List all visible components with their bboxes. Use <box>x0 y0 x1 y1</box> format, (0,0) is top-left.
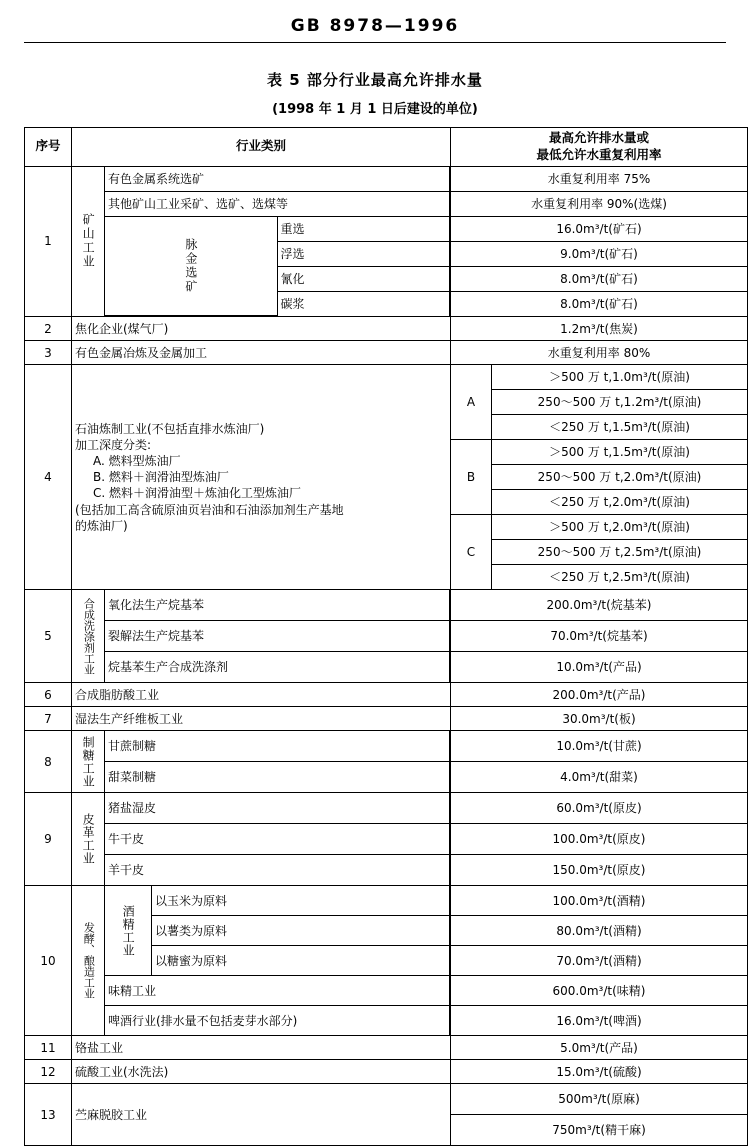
item-value: 水重复利用率 75% <box>451 167 747 192</box>
group-label: 制糖工业 <box>72 731 105 792</box>
item-label: 以糖蜜为原料 <box>152 946 450 976</box>
oil-line: B. 燃料＋润滑油型炼油厂 <box>93 470 229 485</box>
item-label: 有色金属系统选矿 <box>105 167 450 192</box>
row-subtable <box>72 590 450 682</box>
column-header-value <box>451 128 748 167</box>
row-seq: 4 <box>25 365 72 590</box>
table-row <box>25 1060 748 1084</box>
grade-label: A <box>451 365 492 440</box>
item-label: 重选 <box>277 216 450 241</box>
grade-value: 250～500 万 t,2.5m³/t(原油) <box>492 540 748 565</box>
item-value: 9.0m³/t(矿石) <box>451 242 747 267</box>
column-header-seq: 序号 <box>25 128 72 167</box>
row-category: 苎麻脱胶工业 <box>72 1084 451 1146</box>
row-category <box>72 886 451 1036</box>
row-value: 200.0m³/t(产品) <box>451 683 748 707</box>
row-value <box>451 590 748 683</box>
item-value: 60.0m³/t(原皮) <box>451 793 747 824</box>
row-seq: 6 <box>25 683 72 707</box>
oil-line: 石油炼制工业(不包括直排水炼油厂) <box>75 421 265 436</box>
row-seq: 7 <box>25 707 72 731</box>
oil-line: A. 燃料型炼油厂 <box>93 453 181 468</box>
item-value: 4.0m³/t(甜菜) <box>451 762 747 793</box>
item-value: 600.0m³/t(味精) <box>451 976 747 1006</box>
row-value: 15.0m³/t(硫酸) <box>451 1060 748 1084</box>
item-label: 碳浆 <box>277 291 450 316</box>
table-row <box>25 166 748 317</box>
group-label: 发酵、酿造工业 <box>72 886 105 1035</box>
row-subtable <box>72 793 450 885</box>
oil-line: (包括加工高含硫原油页岩油和石油添加剂生产基地 <box>75 502 344 517</box>
table-row <box>25 590 748 683</box>
column-header-value-line1: 最高允许排水量或 <box>548 130 649 145</box>
item-value: 200.0m³/t(烷基苯) <box>451 590 747 621</box>
item-label: 牛干皮 <box>105 824 450 855</box>
row-value <box>451 886 748 1036</box>
row-category <box>72 590 451 683</box>
row-subtable <box>72 167 450 317</box>
row-category <box>72 793 451 886</box>
item-value: 100.0m³/t(原皮) <box>451 824 747 855</box>
row-category: 硫酸工业(水洗法) <box>72 1060 451 1084</box>
item-value: 10.0m³/t(甘蔗) <box>451 731 747 762</box>
item-label: 以薯类为原料 <box>152 916 450 946</box>
row-category <box>72 166 451 317</box>
subgroup-label: 酒精工业 <box>105 886 152 976</box>
item-value: 150.0m³/t(原皮) <box>451 855 747 886</box>
row-category: 焦化企业(煤气厂) <box>72 317 451 341</box>
item-value: 500m³/t(原麻) <box>451 1084 747 1115</box>
row-value: 水重复利用率 80% <box>451 341 748 365</box>
item-label: 啤酒行业(排水量不包括麦芽水部分) <box>105 1006 450 1036</box>
item-value: 70.0m³/t(酒精) <box>451 946 747 976</box>
item-label: 氰化 <box>277 266 450 291</box>
row-value-subtable <box>451 167 747 316</box>
item-label: 羊干皮 <box>105 855 450 886</box>
group-label: 矿山工业 <box>72 167 105 316</box>
item-value: 80.0m³/t(酒精) <box>451 916 747 946</box>
item-value: 70.0m³/t(烷基苯) <box>451 621 747 652</box>
item-label: 裂解法生产烷基苯 <box>105 621 450 652</box>
row-seq: 5 <box>25 590 72 683</box>
oil-line: C. 燃料＋润滑油型＋炼油化工型炼油厂 <box>93 486 302 501</box>
row-category: 合成脂肪酸工业 <box>72 683 451 707</box>
item-label: 甜菜制糖 <box>105 762 450 793</box>
item-label: 其他矿山工业采矿、选矿、选煤等 <box>105 191 450 216</box>
row-seq: 13 <box>25 1084 72 1146</box>
item-value: 水重复利用率 90%(选煤) <box>451 192 747 217</box>
row-seq: 12 <box>25 1060 72 1084</box>
grade-value: ＜250 万 t,1.5m³/t(原油) <box>492 415 748 440</box>
grade-value: 250～500 万 t,1.2m³/t(原油) <box>492 390 748 415</box>
item-label: 味精工业 <box>105 976 450 1006</box>
discharge-limits-table <box>24 127 748 1146</box>
table-row <box>25 683 748 707</box>
row-value <box>451 793 748 886</box>
grade-table <box>451 365 747 589</box>
row-value <box>451 1084 748 1146</box>
table-title: 表 5 部分行业最高允许排水量 <box>267 71 483 89</box>
row-subtable <box>72 731 450 792</box>
row-seq: 2 <box>25 317 72 341</box>
table-row <box>25 341 748 365</box>
grade-value: ＜250 万 t,2.0m³/t(原油) <box>492 490 748 515</box>
row-subtable <box>72 886 450 1035</box>
row-seq: 10 <box>25 886 72 1036</box>
grade-value: ＞500 万 t,1.5m³/t(原油) <box>492 440 748 465</box>
row-category: 有色金属冶炼及金属加工 <box>72 341 451 365</box>
row-seq: 1 <box>25 166 72 317</box>
item-label: 浮选 <box>277 241 450 266</box>
row-value <box>451 166 748 317</box>
grade-value: ＞500 万 t,1.0m³/t(原油) <box>492 365 748 390</box>
row-value <box>451 731 748 793</box>
grade-value: ＞500 万 t,2.0m³/t(原油) <box>492 515 748 540</box>
item-label: 烷基苯生产合成洗涤剂 <box>105 652 450 683</box>
grade-value: ＜250 万 t,2.5m³/t(原油) <box>492 565 748 590</box>
row-value <box>451 365 748 590</box>
item-value: 8.0m³/t(矿石) <box>451 267 747 292</box>
table-header-row <box>25 128 748 167</box>
item-value: 16.0m³/t(矿石) <box>451 217 747 242</box>
table-row <box>25 886 748 1036</box>
row-value: 1.2m³/t(焦炭) <box>451 317 748 341</box>
table-row <box>25 793 748 886</box>
page-header: GB 8978—1996 <box>290 16 460 36</box>
row-category: 铬盐工业 <box>72 1036 451 1060</box>
row-value: 5.0m³/t(产品) <box>451 1036 748 1060</box>
group-label: 合成洗涤剂工业 <box>72 590 105 682</box>
row-value-subtable <box>451 1084 747 1145</box>
table-subtitle: (1998 年 1 月 1 日后建设的单位) <box>272 102 478 117</box>
item-value: 100.0m³/t(酒精) <box>451 886 747 916</box>
item-value: 10.0m³/t(产品) <box>451 652 747 683</box>
table-row <box>25 731 748 793</box>
row-category <box>72 731 451 793</box>
oil-line: 的炼油厂) <box>75 518 128 533</box>
row-category <box>72 365 451 590</box>
grade-value: 250～500 万 t,2.0m³/t(原油) <box>492 465 748 490</box>
row-value-subtable <box>451 793 747 885</box>
row-seq: 8 <box>25 731 72 793</box>
grade-label: B <box>451 440 492 515</box>
table-row <box>25 317 748 341</box>
row-value: 30.0m³/t(板) <box>451 707 748 731</box>
table-row <box>25 1036 748 1060</box>
row-value-subtable <box>451 886 747 1035</box>
oil-line: 加工深度分类: <box>75 437 152 452</box>
row-value-subtable <box>451 590 747 682</box>
row-seq: 3 <box>25 341 72 365</box>
table-row <box>25 707 748 731</box>
item-label: 甘蔗制糖 <box>105 731 450 762</box>
column-header-category: 行业类别 <box>72 128 451 167</box>
row-seq: 9 <box>25 793 72 886</box>
item-value: 16.0m³/t(啤酒) <box>451 1006 747 1036</box>
group-label: 皮革工业 <box>72 793 105 885</box>
grade-label: C <box>451 515 492 590</box>
item-value: 750m³/t(精干麻) <box>451 1115 747 1146</box>
table-row <box>25 1084 748 1146</box>
row-category: 湿法生产纤维板工业 <box>72 707 451 731</box>
item-label: 猪盐湿皮 <box>105 793 450 824</box>
item-value: 8.0m³/t(矿石) <box>451 292 747 317</box>
item-label: 以玉米为原料 <box>152 886 450 916</box>
row-value-subtable <box>451 731 747 792</box>
subgroup-label: 脉金选矿 <box>105 216 278 316</box>
table-row <box>25 365 748 590</box>
item-label: 氧化法生产烷基苯 <box>105 590 450 621</box>
column-header-value-line2: 最低允许水重复利用率 <box>536 146 662 162</box>
row-seq: 11 <box>25 1036 72 1060</box>
header-rule <box>24 42 726 43</box>
